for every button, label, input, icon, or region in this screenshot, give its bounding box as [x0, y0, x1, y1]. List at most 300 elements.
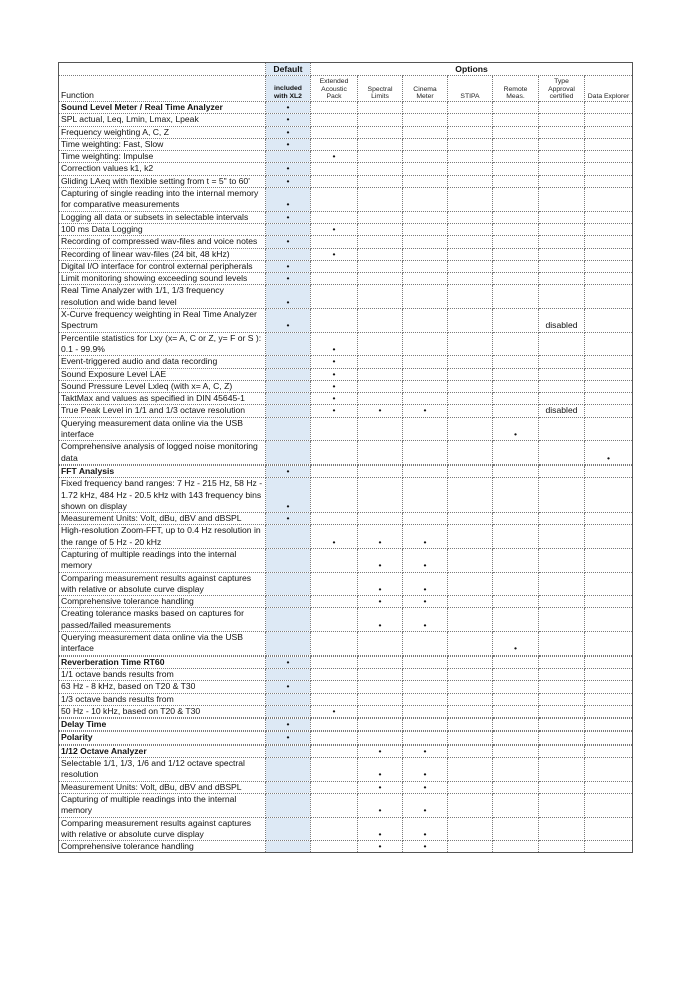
empty-cell [266, 705, 311, 717]
check-dot: • [266, 126, 311, 138]
empty-cell [448, 248, 493, 260]
empty-cell [448, 236, 493, 248]
empty-cell [493, 380, 539, 392]
empty-cell [403, 705, 448, 717]
empty-cell [585, 163, 633, 175]
empty-cell [493, 681, 539, 693]
table-row [59, 248, 633, 260]
empty-cell [358, 332, 403, 356]
empty-cell [585, 513, 633, 525]
empty-cell [358, 175, 403, 187]
empty-cell [448, 693, 493, 705]
empty-cell [493, 596, 539, 608]
empty-cell [448, 705, 493, 717]
function-cell: Comparing measurement results against captures with relative or absolute curve display [59, 572, 266, 596]
empty-cell [448, 138, 493, 150]
empty-cell [358, 188, 403, 212]
check-dot: • [311, 368, 358, 380]
function-cell: Sound Pressure Level Lxleq (with x= A, C, Z) [59, 380, 266, 392]
table-row [59, 188, 633, 212]
empty-cell [539, 114, 585, 126]
empty-cell [585, 236, 633, 248]
empty-cell [403, 478, 448, 513]
check-dot: • [403, 745, 448, 757]
function-cell: Time weighting: Impulse [59, 151, 266, 163]
table-row [59, 236, 633, 248]
empty-cell [493, 668, 539, 680]
check-dot: • [266, 114, 311, 126]
empty-cell [403, 309, 448, 333]
check-dot: • [358, 572, 403, 596]
table-row [59, 223, 633, 235]
column-header-row [59, 76, 633, 102]
empty-cell [358, 138, 403, 150]
empty-cell [448, 368, 493, 380]
empty-cell [358, 248, 403, 260]
empty-cell [539, 525, 585, 549]
check-dot: • [266, 478, 311, 513]
empty-cell [448, 656, 493, 668]
empty-cell [448, 309, 493, 333]
check-dot: • [266, 656, 311, 668]
check-dot: • [266, 260, 311, 272]
empty-cell [585, 841, 633, 853]
empty-cell [266, 596, 311, 608]
empty-cell [585, 114, 633, 126]
empty-cell [266, 405, 311, 417]
empty-cell [311, 417, 358, 441]
empty-cell [311, 273, 358, 285]
check-dot: • [266, 273, 311, 285]
empty-cell [403, 732, 448, 744]
empty-cell [585, 693, 633, 705]
table-row [59, 393, 633, 405]
table-row [59, 705, 633, 717]
table-row [59, 608, 633, 632]
check-dot: • [311, 393, 358, 405]
empty-cell [539, 260, 585, 272]
empty-cell [493, 732, 539, 744]
empty-cell [539, 211, 585, 223]
empty-cell [403, 632, 448, 656]
empty-cell [358, 668, 403, 680]
function-cell: Gliding LAeq with flexible setting from t = 5" to 60' [59, 175, 266, 187]
function-cell: Querying measurement data online via the USB interface [59, 417, 266, 441]
empty-cell [539, 781, 585, 793]
empty-cell [585, 758, 633, 782]
table-row [59, 513, 633, 525]
table-row [59, 525, 633, 549]
check-dot: • [403, 596, 448, 608]
empty-cell [448, 745, 493, 757]
empty-cell [403, 114, 448, 126]
empty-cell [358, 681, 403, 693]
check-dot: • [311, 151, 358, 163]
empty-cell [448, 465, 493, 477]
empty-cell [448, 417, 493, 441]
empty-cell [585, 102, 633, 114]
empty-cell [539, 126, 585, 138]
check-dot: • [403, 841, 448, 853]
empty-cell [403, 693, 448, 705]
table-row [59, 841, 633, 853]
empty-cell [358, 656, 403, 668]
empty-cell [539, 368, 585, 380]
empty-cell [358, 273, 403, 285]
empty-cell [539, 817, 585, 841]
empty-cell [311, 681, 358, 693]
empty-cell [493, 758, 539, 782]
empty-cell [403, 126, 448, 138]
function-cell: Delay Time [59, 719, 266, 731]
empty-cell [493, 126, 539, 138]
empty-cell [266, 572, 311, 596]
empty-cell [448, 332, 493, 356]
function-cell: Frequency weighting A, C, Z [59, 126, 266, 138]
empty-cell [311, 745, 358, 757]
empty-cell [403, 368, 448, 380]
empty-cell [311, 102, 358, 114]
table-row [59, 211, 633, 223]
table-row [59, 356, 633, 368]
empty-cell [585, 248, 633, 260]
check-dot: • [403, 781, 448, 793]
empty-cell [448, 596, 493, 608]
empty-cell [403, 138, 448, 150]
empty-cell [448, 441, 493, 465]
column-header-included: included with XL2 [266, 76, 311, 102]
table-row [59, 758, 633, 782]
column-header-data-explorer: Data Explorer [585, 76, 633, 102]
empty-cell [585, 260, 633, 272]
empty-cell [493, 138, 539, 150]
function-cell: Creating tolerance masks based on captures for passed/failed measurements [59, 608, 266, 632]
function-cell: Sound Level Meter / Real Time Analyzer [59, 102, 266, 114]
empty-cell [448, 188, 493, 212]
empty-cell [448, 478, 493, 513]
empty-cell [493, 163, 539, 175]
check-dot: • [266, 285, 311, 309]
function-cell: 1/12 Octave Analyzer [59, 745, 266, 757]
function-cell: SPL actual, Leq, Lmin, Lmax, Lpeak [59, 114, 266, 126]
empty-cell [539, 656, 585, 668]
empty-cell [493, 817, 539, 841]
empty-cell [448, 548, 493, 572]
table-row [59, 441, 633, 465]
empty-cell [266, 841, 311, 853]
empty-cell [493, 151, 539, 163]
empty-cell [493, 114, 539, 126]
empty-cell [448, 380, 493, 392]
empty-cell [403, 260, 448, 272]
empty-cell [539, 793, 585, 817]
check-dot: • [403, 793, 448, 817]
empty-cell [585, 608, 633, 632]
function-cell: X-Curve frequency weighting in Real Time Analyzer Spectrum [59, 309, 266, 333]
empty-cell [311, 478, 358, 513]
empty-cell [266, 417, 311, 441]
empty-cell [311, 441, 358, 465]
check-dot: • [358, 781, 403, 793]
table-row [59, 163, 633, 175]
empty-cell [448, 841, 493, 853]
empty-cell [266, 781, 311, 793]
empty-cell [493, 525, 539, 549]
empty-cell [358, 465, 403, 477]
empty-cell [493, 332, 539, 356]
table-row [59, 465, 633, 477]
empty-cell [493, 441, 539, 465]
empty-cell [539, 608, 585, 632]
empty-cell [448, 681, 493, 693]
check-dot: • [266, 138, 311, 150]
check-dot: • [493, 632, 539, 656]
check-dot: • [403, 817, 448, 841]
empty-cell [539, 332, 585, 356]
empty-cell [403, 465, 448, 477]
check-dot: • [266, 102, 311, 114]
empty-cell [311, 608, 358, 632]
check-dot: • [266, 236, 311, 248]
column-header-cinema-meter: Cinema Meter [403, 76, 448, 102]
empty-cell [266, 745, 311, 757]
empty-cell [448, 572, 493, 596]
empty-cell [539, 175, 585, 187]
empty-cell [448, 817, 493, 841]
empty-cell [493, 513, 539, 525]
empty-cell [358, 309, 403, 333]
empty-cell [585, 151, 633, 163]
empty-cell [448, 151, 493, 163]
empty-cell [311, 572, 358, 596]
check-dot: • [358, 841, 403, 853]
empty-cell [448, 732, 493, 744]
check-dot: • [403, 525, 448, 549]
empty-cell [358, 236, 403, 248]
check-dot: • [266, 465, 311, 477]
table-row [59, 126, 633, 138]
empty-cell [585, 817, 633, 841]
empty-cell [493, 719, 539, 731]
check-dot: • [266, 309, 311, 333]
function-cell: Percentile statistics for Lxy (x= A, C or Z, y= F or S ): 0.1 - 99.9% [59, 332, 266, 356]
function-cell: Logging all data or subsets in selectable intervals [59, 211, 266, 223]
empty-cell [585, 380, 633, 392]
table-row [59, 732, 633, 744]
empty-cell [448, 405, 493, 417]
empty-cell [311, 656, 358, 668]
function-cell: Measurement Units: Volt, dBu, dBV and dBSPL [59, 513, 266, 525]
table-row [59, 478, 633, 513]
empty-cell [403, 668, 448, 680]
empty-cell [539, 465, 585, 477]
check-dot: • [266, 211, 311, 223]
empty-cell [266, 525, 311, 549]
empty-cell [585, 572, 633, 596]
empty-cell [311, 817, 358, 841]
function-cell: Querying measurement data online via the USB interface [59, 632, 266, 656]
empty-cell [403, 188, 448, 212]
check-dot: • [311, 332, 358, 356]
empty-cell [358, 114, 403, 126]
check-dot: • [358, 758, 403, 782]
empty-cell [539, 138, 585, 150]
empty-cell [539, 668, 585, 680]
check-dot: • [358, 548, 403, 572]
check-dot: • [358, 596, 403, 608]
empty-cell [266, 668, 311, 680]
empty-cell [358, 356, 403, 368]
status-cell: disabled [539, 309, 585, 333]
empty-cell [266, 817, 311, 841]
function-cell: 1/3 octave bands results from [59, 693, 266, 705]
function-cell: Comprehensive tolerance handling [59, 596, 266, 608]
table-row [59, 793, 633, 817]
empty-cell [266, 793, 311, 817]
check-dot: • [311, 356, 358, 368]
empty-cell [585, 273, 633, 285]
function-cell: Polarity [59, 732, 266, 744]
empty-cell [539, 693, 585, 705]
empty-cell [358, 693, 403, 705]
empty-cell [539, 719, 585, 731]
empty-cell [403, 151, 448, 163]
table-row [59, 745, 633, 757]
function-cell: 50 Hz - 10 kHz, based on T20 & T30 [59, 705, 266, 717]
empty-cell [358, 126, 403, 138]
check-dot: • [358, 525, 403, 549]
empty-cell [585, 732, 633, 744]
empty-cell [266, 548, 311, 572]
empty-cell [448, 513, 493, 525]
empty-cell [358, 478, 403, 513]
column-header-remote-meas: Remote Meas. [493, 76, 539, 102]
empty-cell [585, 309, 633, 333]
table-row [59, 596, 633, 608]
empty-cell [493, 793, 539, 817]
empty-cell [585, 632, 633, 656]
empty-cell [539, 478, 585, 513]
empty-cell [403, 211, 448, 223]
empty-cell [358, 513, 403, 525]
empty-cell [311, 841, 358, 853]
empty-cell [493, 102, 539, 114]
check-dot: • [493, 417, 539, 441]
empty-cell [311, 758, 358, 782]
table-row [59, 817, 633, 841]
empty-cell [585, 705, 633, 717]
empty-cell [311, 693, 358, 705]
empty-cell [311, 163, 358, 175]
empty-cell [493, 608, 539, 632]
empty-cell [539, 163, 585, 175]
empty-cell [493, 273, 539, 285]
check-dot: • [311, 248, 358, 260]
status-cell: disabled [539, 405, 585, 417]
empty-cell [403, 223, 448, 235]
empty-cell [403, 380, 448, 392]
empty-cell [539, 417, 585, 441]
empty-cell [539, 513, 585, 525]
function-cell: Comprehensive tolerance handling [59, 841, 266, 853]
check-dot: • [266, 163, 311, 175]
table-row [59, 572, 633, 596]
empty-cell [403, 356, 448, 368]
empty-cell [585, 548, 633, 572]
function-cell: Measurement Units: Volt, dBu, dBV and dBSPL [59, 781, 266, 793]
empty-cell [448, 719, 493, 731]
empty-cell [311, 781, 358, 793]
empty-cell [266, 380, 311, 392]
table-row [59, 632, 633, 656]
function-cell: Reverberation Time RT60 [59, 656, 266, 668]
empty-cell [266, 151, 311, 163]
empty-cell [539, 745, 585, 757]
column-header-spectral-limits: Spectral Limits [358, 76, 403, 102]
empty-cell [448, 781, 493, 793]
empty-cell [311, 596, 358, 608]
check-dot: • [266, 513, 311, 525]
empty-cell [585, 211, 633, 223]
empty-cell [403, 285, 448, 309]
empty-cell [493, 705, 539, 717]
function-cell: Comparing measurement results against captures with relative or absolute curve display [59, 817, 266, 841]
empty-cell [539, 441, 585, 465]
empty-cell [311, 285, 358, 309]
function-cell: High-resolution Zoom-FFT, up to 0.4 Hz resolution in the range of 5 Hz - 20 kHz [59, 525, 266, 549]
empty-cell [358, 223, 403, 235]
function-cell: Time weighting: Fast, Slow [59, 138, 266, 150]
table-row [59, 309, 633, 333]
empty-cell [493, 478, 539, 513]
empty-cell [311, 668, 358, 680]
empty-cell [585, 668, 633, 680]
empty-cell [493, 260, 539, 272]
table-row [59, 405, 633, 417]
check-dot: • [266, 719, 311, 731]
function-cell: Capturing of multiple readings into the internal memory [59, 793, 266, 817]
empty-cell [448, 608, 493, 632]
empty-cell [403, 393, 448, 405]
function-cell: 63 Hz - 8 kHz, based on T20 & T30 [59, 681, 266, 693]
empty-cell [311, 175, 358, 187]
table-row [59, 332, 633, 356]
empty-cell [493, 745, 539, 757]
check-dot: • [358, 793, 403, 817]
empty-cell [403, 273, 448, 285]
empty-cell [585, 368, 633, 380]
empty-cell [539, 632, 585, 656]
empty-cell [311, 126, 358, 138]
function-cell: Limit monitoring showing exceeding sound levels [59, 273, 266, 285]
empty-cell [585, 719, 633, 731]
empty-cell [585, 138, 633, 150]
empty-cell [448, 285, 493, 309]
empty-cell [585, 126, 633, 138]
empty-cell [403, 719, 448, 731]
empty-cell [266, 441, 311, 465]
empty-cell [539, 393, 585, 405]
empty-cell [539, 273, 585, 285]
empty-cell [448, 102, 493, 114]
empty-cell [585, 188, 633, 212]
table-row [59, 151, 633, 163]
feature-comparison-sheet [58, 62, 632, 853]
function-cell: 100 ms Data Logging [59, 223, 266, 235]
empty-cell [539, 380, 585, 392]
function-cell: Correction values k1, k2 [59, 163, 266, 175]
options-group-header: Options [311, 63, 633, 76]
